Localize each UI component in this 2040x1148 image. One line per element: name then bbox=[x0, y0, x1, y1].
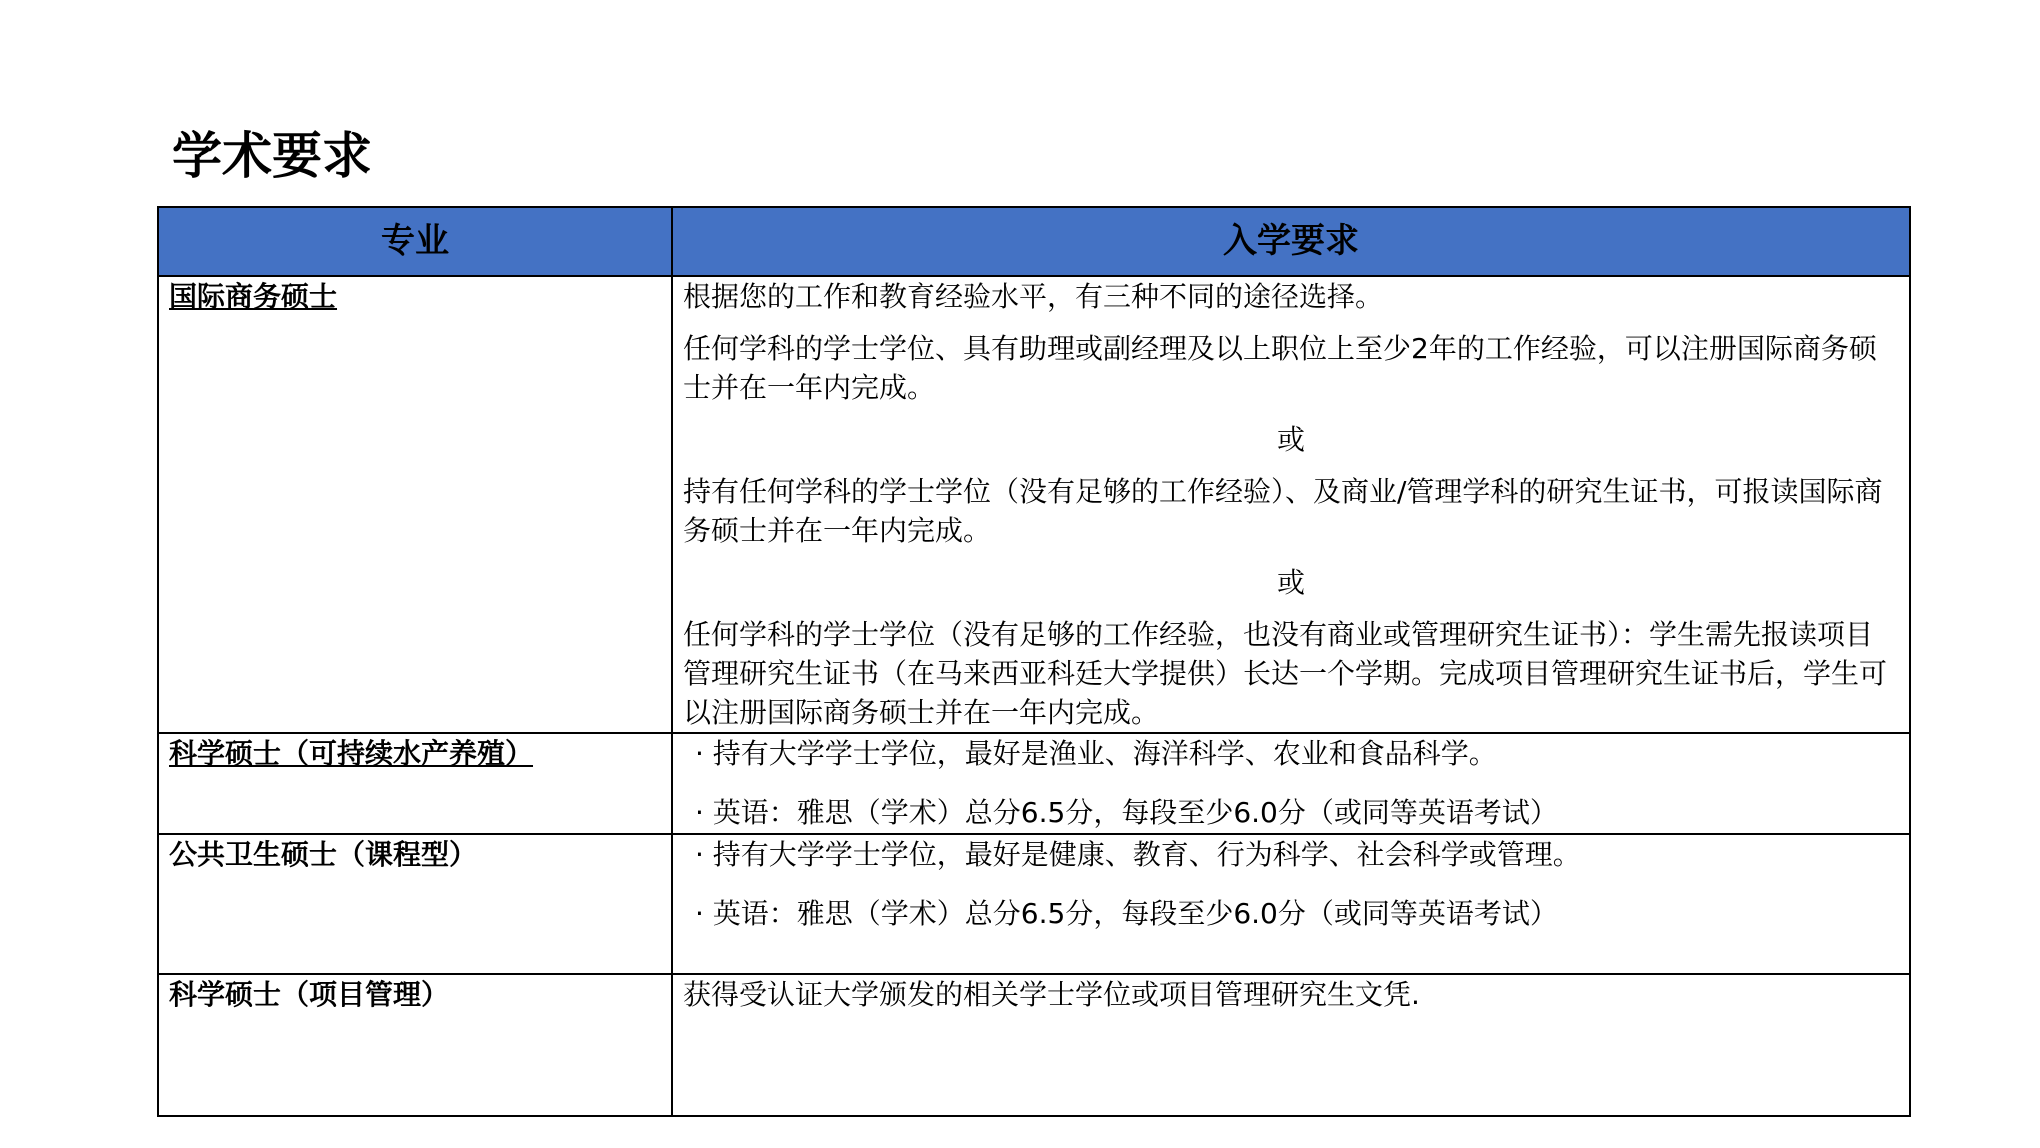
table-row bbox=[158, 276, 1910, 733]
requirements-cell bbox=[672, 733, 1910, 834]
or-separator: 或 bbox=[1276, 423, 1305, 456]
table-row bbox=[158, 733, 1910, 834]
major-name: 国际商务硕士 bbox=[169, 280, 338, 313]
table-row bbox=[158, 834, 1910, 974]
table-header-row bbox=[158, 207, 1910, 276]
or-separator: 或 bbox=[1276, 566, 1305, 599]
requirement-path-3: 任何学科的学士学位（没有足够的工作经验，也没有商业或管理研究生证书）：学生需先报读项目管理研究生证书（在马来西亚科廷大学提供）长达一个学期。完成项目管理研究生证书后，学生可以注册国际商务硕士并在一年内完成。 bbox=[683, 618, 1888, 729]
requirements-cell bbox=[672, 276, 1910, 733]
major-name: 科学硕士（可持续水产养殖） bbox=[169, 737, 534, 770]
major-cell bbox=[158, 276, 672, 733]
requirement-path-2: 持有任何学科的学士学位（没有足够的工作经验）、及商业/管理学科的研究生证书，可报读国际商务硕士并在一年内完成。 bbox=[683, 475, 1883, 547]
header-major: 专业 bbox=[158, 207, 672, 276]
requirements-cell bbox=[672, 974, 1910, 1116]
major-cell bbox=[158, 733, 672, 834]
requirement-intro: 根据您的工作和教育经验水平，有三种不同的途径选择。 bbox=[683, 280, 1384, 313]
major-name: 公共卫生硕士（课程型） bbox=[169, 838, 478, 871]
requirement-text: 获得受认证大学颁发的相关学士学位或项目管理研究生文凭. bbox=[683, 978, 1420, 1011]
major-cell bbox=[158, 974, 672, 1116]
requirement-path-1: 任何学科的学士学位、具有助理或副经理及以上职位上至少2年的工作经验，可以注册国际商务硕士并在一年内完成。 bbox=[683, 332, 1877, 404]
requirements-table bbox=[157, 206, 1911, 1117]
requirement-bullet: · 持有大学学士学位，最好是渔业、海洋科学、农业和食品科学。 bbox=[695, 737, 1497, 770]
major-name: 科学硕士（项目管理） bbox=[169, 978, 450, 1011]
page-title: 学术要求 bbox=[172, 127, 372, 185]
requirement-bullet: · 持有大学学士学位，最好是健康、教育、行为科学、社会科学或管理。 bbox=[695, 838, 1581, 871]
header-requirements: 入学要求 bbox=[672, 207, 1910, 276]
requirements-cell bbox=[672, 834, 1910, 974]
requirement-bullet: · 英语：雅思（学术）总分6.5分，每段至少6.0分（或同等英语考试） bbox=[695, 796, 1558, 829]
requirement-bullet: · 英语：雅思（学术）总分6.5分，每段至少6.0分（或同等英语考试） bbox=[695, 897, 1558, 930]
table-row bbox=[158, 974, 1910, 1116]
major-cell bbox=[158, 834, 672, 974]
